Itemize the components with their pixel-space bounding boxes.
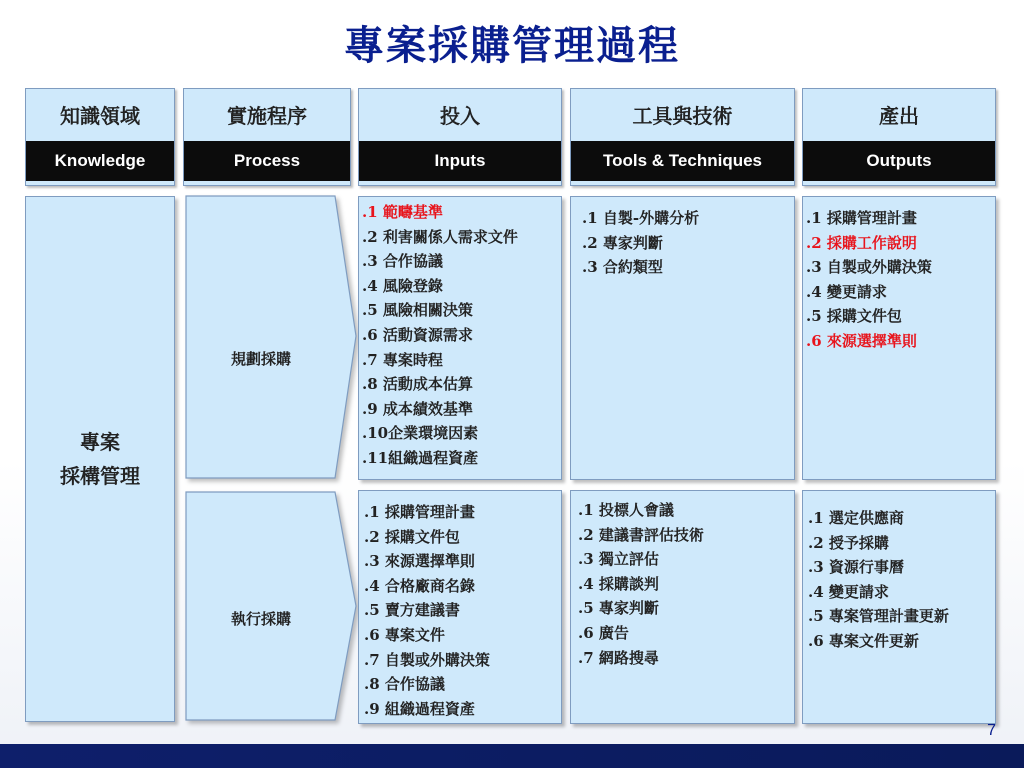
header-tools [570,88,795,186]
output-item: .4 變更請求 [806,282,887,301]
header-inputs-zh: 投入 [440,104,480,128]
tool-item: .5 專家判斷 [578,599,659,618]
header-outputs-zh: 產出 [879,104,919,128]
input-item: .4 風險登錄 [362,276,443,295]
input-item: .6 活動資源需求 [362,325,473,344]
input-item: .10企業環境因素 [362,424,479,443]
process-plan-label: 規劃採購 [230,350,291,368]
input-item: .5 風險相關決策 [362,301,473,320]
input-item: .7 專案時程 [362,350,443,369]
tool-item: .2 建議書評估技術 [578,525,704,544]
header-outputs-en: Outputs [803,141,995,181]
tool-item: .3 獨立評估 [578,550,659,569]
input-item: .9 成本績效基準 [362,399,473,418]
knowledge-area-line2: 採構管理 [60,464,140,488]
input-item: .4 合格廠商名錄 [364,576,475,595]
input-item: .3 來源選擇準則 [364,552,475,571]
input-item: .3 合作協議 [362,252,443,271]
inputs-conduct-list [364,500,490,720]
outputs-conduct-list [808,506,949,654]
process-chevron-conduct [180,486,366,728]
tool-item: .7 網路搜尋 [578,648,659,667]
output-item: .3 資源行事曆 [808,558,904,577]
output-item: .2 授予採購 [808,533,889,552]
process-chevron-plan [180,190,366,490]
header-process-en: Process [184,141,350,181]
knowledge-area-line1: 專案 [80,430,120,454]
input-item: .9 組織過程資產 [364,699,475,718]
input-item: .8 合作協議 [364,675,445,694]
tool-item: .3 合約類型 [582,258,663,277]
output-item: .6 來源選擇準則 [806,331,917,350]
input-item: .6 專案文件 [364,625,445,644]
footer-bar [0,744,1024,768]
input-item: .5 賣方建議書 [364,601,460,620]
output-item: .6 專案文件更新 [808,631,919,650]
header-inputs [358,88,562,186]
outputs-plan-list [806,206,932,354]
tool-item: .1 投標人會議 [578,501,674,519]
output-item: .5 專案管理計畫更新 [808,607,949,626]
output-item: .3 自製或外購決策 [806,258,932,277]
tool-item: .2 專家判斷 [582,233,663,252]
inputs-plan-list [362,200,518,471]
output-item: .4 變更請求 [808,582,889,601]
output-item: .5 採購文件包 [806,307,902,326]
header-knowledge-en: Knowledge [26,141,174,181]
header-knowledge [25,88,175,186]
process-conduct-label: 執行採購 [230,610,291,628]
tools-plan-list [582,206,699,280]
input-item: .1 採購管理計畫 [364,503,475,521]
header-process [183,88,351,186]
header-knowledge-zh: 知識領域 [60,104,140,128]
input-item: .11組織過程資產 [362,448,479,467]
knowledge-area-label [25,196,175,722]
input-item: .7 自製或外購決策 [364,650,490,669]
output-item: .1 選定供應商 [808,509,904,527]
tool-item: .4 採購談判 [578,574,659,593]
header-process-zh: 實施程序 [227,104,307,128]
input-item: .2 採購文件包 [364,527,460,546]
header-inputs-en: Inputs [359,141,561,181]
header-tools-zh: 工具與技術 [632,104,733,128]
slide-title: 專案採購管理過程 [344,22,680,69]
page-number: 7 [987,722,996,739]
tool-item: .6 廣告 [578,623,629,642]
output-item: .1 採購管理計畫 [806,209,917,227]
tools-conduct-list [578,498,704,670]
output-item: .2 採購工作說明 [806,233,917,252]
input-item: .1 範疇基準 [362,203,443,221]
header-tools-en: Tools & Techniques [571,141,794,181]
header-outputs [802,88,996,186]
input-item: .8 活動成本估算 [362,375,473,394]
tool-item: .1 自製-外購分析 [582,209,700,227]
input-item: .2 利害關係人需求文件 [362,227,518,246]
